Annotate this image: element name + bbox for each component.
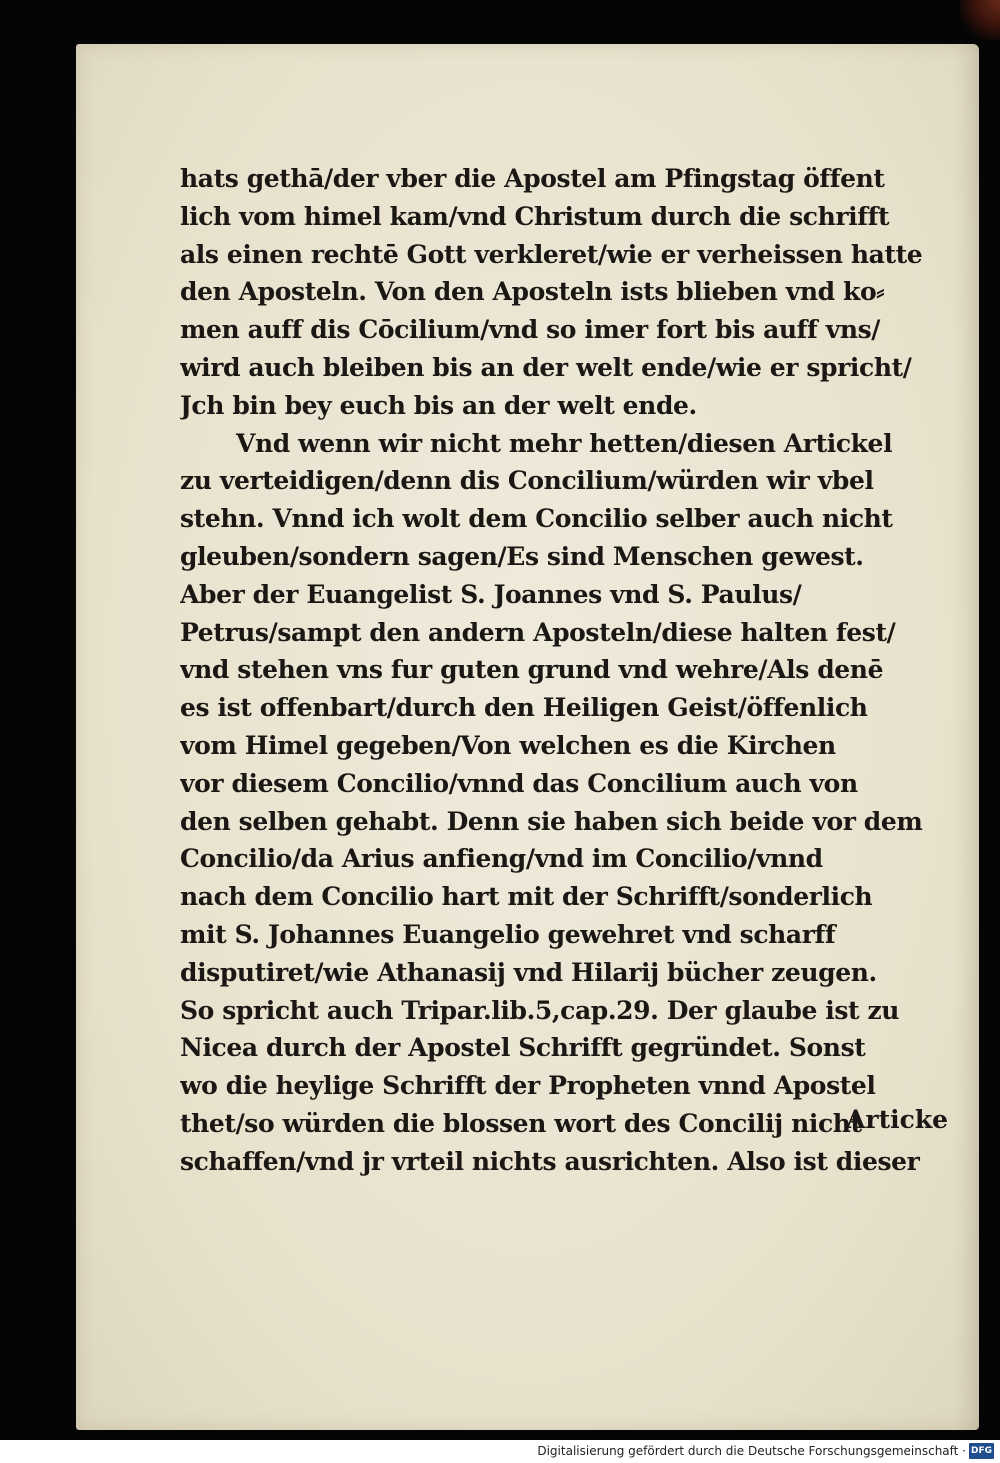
text-line-25: wo die heylige Schrifft der Propheten vnnd Apostel (180, 1071, 876, 1101)
page-text (180, 160, 960, 1181)
text-line-21: mit S. Johannes Euangelio gewehret vnd scharff (180, 919, 836, 949)
text-line-7: Jch bin bey euch bis an der welt ende. (180, 390, 697, 420)
text-line-23: So spricht auch Tripar.lib.5,cap.29. Der glaube ist zu (180, 995, 900, 1025)
catchword: Articke (846, 1105, 949, 1134)
text-line-6: wird auch bleiben bis an der welt ende/wie er spricht/ (180, 352, 912, 382)
text-line-24: Nicea durch der Apostel Schrifft gegründet. Sonst (180, 1033, 866, 1063)
text-line-15: es ist offenbart/durch den Heiligen Geist/öffenlich (180, 693, 868, 723)
funding-notice: Digitalisierung gefördert durch die Deutsche Forschungsgemeinschaft · (537, 1444, 966, 1458)
text-line-5: men auff dis Cōcilium/vnd so imer fort bis auff vns/ (180, 315, 881, 345)
text-line-17: vor diesem Concilio/vnnd das Concilium auch von (180, 768, 858, 798)
text-line-16: vom Himel gegeben/Von welchen es die Kirchen (180, 730, 836, 760)
text-line-1: hats gethā/der vber die Apostel am Pfingstag öffent (180, 164, 885, 193)
text-line-11: gleuben/sondern sagen/Es sind Menschen gewest. (180, 541, 864, 571)
text-line-26: thet/so würden die blossen wort des Concilij nicht (180, 1108, 862, 1138)
footer-bar (0, 1440, 1000, 1463)
corner-stain (960, 0, 1000, 40)
text-line-14: vnd stehen vns fur guten grund vnd wehre/Als denē (180, 655, 884, 685)
text-line-12: Aber der Euangelist S. Joannes vnd S. Paulus/ (180, 579, 802, 609)
text-line-27: schaffen/vnd jr vrteil nichts ausrichten. Also ist dieser (180, 1146, 920, 1176)
text-line-4: den Aposteln. Von den Aposteln ists blieben vnd ko⸗ (180, 277, 885, 307)
text-line-10: stehn. Vnnd ich wolt dem Concilio selber auch nicht (180, 504, 893, 534)
text-line-19: Concilio/da Arius anfieng/vnd im Concilio/vnnd (180, 844, 823, 874)
text-line-8: Vnd wenn wir nicht mehr hetten/diesen Artickel (236, 428, 893, 458)
text-line-3: als einen rechtē Gott verkleret/wie er verheissen hatte (180, 239, 923, 269)
text-line-22: disputiret/wie Athanasij vnd Hilarij bücher zeugen. (180, 957, 877, 987)
text-line-2: lich vom himel kam/vnd Christum durch die schrifft (180, 201, 890, 231)
dfg-logo-icon: DFG (969, 1443, 994, 1459)
text-line-18: den selben gehabt. Denn sie haben sich beide vor dem (180, 806, 923, 836)
text-line-13: Petrus/sampt den andern Aposteln/diese halten fest/ (180, 617, 896, 647)
text-line-9: zu verteidigen/denn dis Concilium/würden wir vbel (180, 466, 874, 496)
text-line-20: nach dem Concilio hart mit der Schrifft/sonderlich (180, 882, 873, 912)
